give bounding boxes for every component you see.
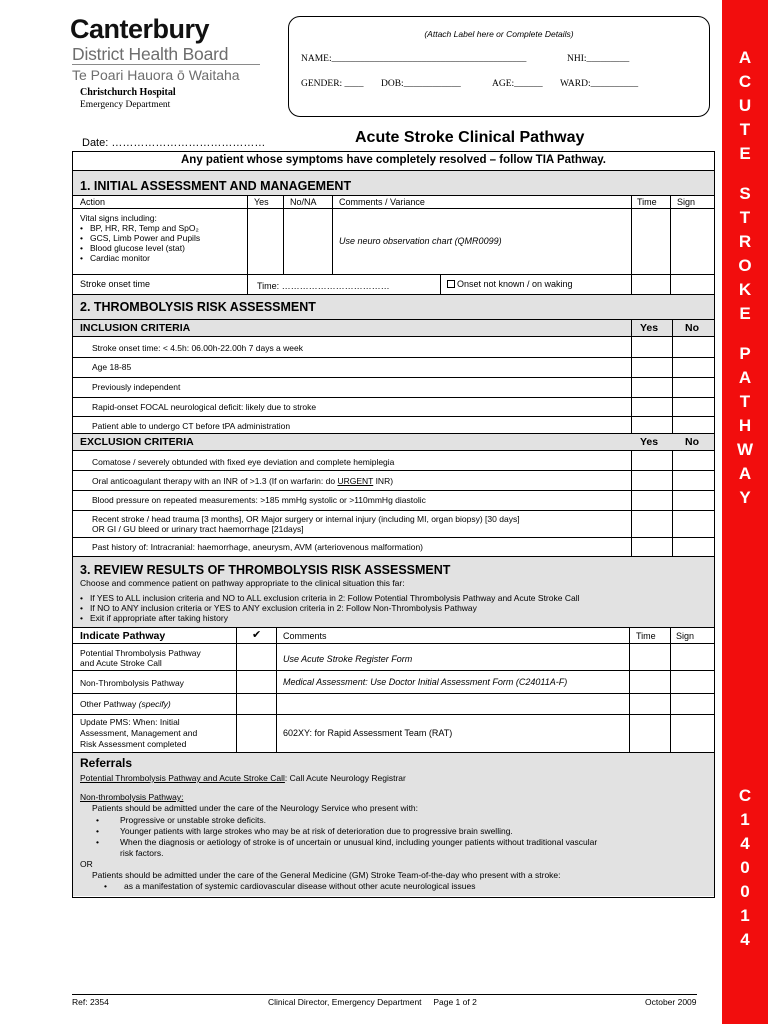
sidebar-letter: Y <box>739 488 751 507</box>
pathway-option-non-thrombolysis: Non-Thrombolysis Pathway <box>80 678 184 688</box>
sidebar-letter: A <box>738 368 752 387</box>
exclusion-item: Blood pressure on repeated measurements: >185 mmHg systolic or >110mmHg diastolic <box>92 495 426 505</box>
footer-divider <box>72 994 697 995</box>
tia-note: Any patient whose symptoms have completely resolved – follow TIA Pathway. <box>181 154 606 166</box>
sidebar-letter: W <box>736 440 754 459</box>
exclusion-item-recent-line2: OR GI / GU bleed or urinary tract haemorrhage [21days] <box>92 524 304 534</box>
update-pms-line1: Update PMS: When: Initial <box>80 717 180 727</box>
referral-potential: Potential Thrombolysis Pathway and Acute Stroke Call: Call Acute Neurology Registrar <box>80 773 406 783</box>
list-item: • Cardiac monitor <box>80 253 200 263</box>
sidebar-letter: O <box>738 256 752 275</box>
pathway-option-thrombolysis: Potential Thrombolysis Pathway <box>80 648 201 658</box>
inclusion-yes-header: Yes <box>640 322 659 334</box>
footer-center: Clinical Director, Emergency Department Page 1 of 2 <box>268 997 477 1007</box>
section3-rules <box>80 593 579 623</box>
list-item: • as a manifestation of systemic cardiovascular disease without other acute neurological issues <box>104 881 476 891</box>
list-item: • Younger patients with large strokes who may be at risk of deterioration due to progressive brain swelling. <box>96 826 597 836</box>
sidebar-letter: E <box>739 304 751 323</box>
non-thrombolysis-comment: Medical Assessment: Use Doctor Initial Assessment Form (C24011A-F) <box>283 677 568 687</box>
referral-non-thrombolysis-heading: Non-thrombolysis Pathway: <box>80 792 184 802</box>
vital-signs-comment: Use neuro observation chart (QMR0099) <box>339 236 502 246</box>
pathway-sidebar <box>722 0 768 1024</box>
neurology-criteria-cont: risk factors. <box>120 848 164 858</box>
name-field[interactable]: NAME:_________________________________________ <box>301 54 527 64</box>
logo-divider <box>72 64 260 65</box>
sidebar-form-code-char: 1 <box>740 810 750 829</box>
label-box-title: (Attach Label here or Complete Details) <box>424 29 574 39</box>
date-field[interactable]: Date: …………………………………… <box>82 137 266 149</box>
sidebar-form-code-char: 4 <box>740 834 750 853</box>
pathway-option-thrombolysis-cont: and Acute Stroke Call <box>80 658 162 668</box>
col-time: Time <box>637 197 657 207</box>
neurology-criteria <box>96 815 597 847</box>
org-maori-name: Te Poari Hauora ō Waitaha <box>72 67 240 83</box>
exclusion-item: Past history of: Intracranial: haemorrhage, aneurysm, AVM (arteriovenous malformation) <box>92 542 424 552</box>
update-pms-line3: Risk Assessment completed <box>80 739 187 749</box>
onset-time-field[interactable]: Time: ……………………………… <box>257 281 390 291</box>
exclusion-heading: EXCLUSION CRITERIA <box>80 436 194 448</box>
exclusion-item-recent-line1: Recent stroke / head trauma [3 months], OR Major surgery or internal injury (including MI, organ biopsy) [30 days] <box>92 514 520 524</box>
department-name: Emergency Department <box>80 100 171 110</box>
section3-intro: Choose and commence patient on pathway appropriate to the clinical situation this far: <box>80 578 405 588</box>
list-item: • BP, HR, RR, Temp and SpO₂ <box>80 223 200 233</box>
vital-signs-title: Vital signs including: <box>80 213 157 223</box>
sidebar-letter: S <box>739 184 751 203</box>
inclusion-item: Rapid-onset FOCAL neurological deficit: likely due to stroke <box>92 402 317 412</box>
onset-unknown-checkbox[interactable]: Onset not known / on waking <box>447 279 573 289</box>
referral-or: OR <box>80 859 93 869</box>
sidebar-letter: R <box>738 232 752 251</box>
col-yes: Yes <box>254 197 269 207</box>
sidebar-letter: P <box>739 344 751 363</box>
sidebar-letter: T <box>739 392 751 411</box>
sidebar-letter: K <box>738 280 752 299</box>
list-item: • GCS, Limb Power and Pupils <box>80 233 200 243</box>
sidebar-form-code-char: 1 <box>740 906 750 925</box>
col-comments: Comments <box>283 631 327 641</box>
exclusion-yes-header: Yes <box>640 436 659 448</box>
sidebar-form-code-char: 0 <box>740 858 750 877</box>
list-item: • If NO to ANY inclusion criteria or YES to ANY exclusion criteria in 2: Follow Non-Thrombolysis Pathway <box>80 603 579 613</box>
sidebar-letter: E <box>739 144 751 163</box>
list-item: • When the diagnosis or aetiology of stroke is of uncertain or unusual kind, including younger patients without traditional vascular <box>96 837 597 847</box>
col-tick: ✔ <box>252 629 262 641</box>
sidebar-form-code-char: C <box>738 786 752 805</box>
inclusion-item: Previously independent <box>92 382 181 392</box>
exclusion-item-anticoagulant: Oral anticoagulant therapy with an INR of >1.3 (If on warfarin: do URGENT INR) <box>92 476 394 486</box>
col-action: Action <box>80 197 106 207</box>
dob-field[interactable]: DOB:____________ <box>381 79 461 89</box>
nhi-field[interactable]: NHI:_________ <box>567 54 630 64</box>
sidebar-letter: A <box>738 464 752 483</box>
footer-date: October 2009 <box>645 997 697 1007</box>
sidebar-letter: A <box>738 48 752 67</box>
inclusion-item: Patient able to undergo CT before tPA administration <box>92 421 291 431</box>
list-item: • If YES to ALL inclusion criteria and NO to ALL exclusion criteria in 2: Follow Potential Thrombolysis Pathway and Acute Stroke Call <box>80 593 579 603</box>
thrombolysis-comment: Use Acute Stroke Register Form <box>283 654 413 664</box>
hospital-name: Christchurch Hospital <box>80 87 176 98</box>
inclusion-heading: INCLUSION CRITERIA <box>80 322 191 334</box>
list-item: • Exit if appropriate after taking history <box>80 613 579 623</box>
inclusion-item: Stroke onset time: < 4.5h: 06.00h-22.00h 7 days a week <box>92 343 303 353</box>
col-indicate-pathway: Indicate Pathway <box>80 630 166 642</box>
referrals-heading: Referrals <box>80 756 133 770</box>
neurology-intro: Patients should be admitted under the care of the Neurology Service who present with: <box>92 803 419 813</box>
sidebar-letter: T <box>739 208 751 227</box>
update-pms-line2: Assessment, Management and <box>80 728 198 738</box>
sidebar-form-code-char: 4 <box>740 930 750 949</box>
inclusion-item: Age 18-85 <box>92 362 132 372</box>
sidebar-letter: H <box>738 416 752 435</box>
vital-signs-list <box>80 223 200 263</box>
col-sign: Sign <box>677 197 696 207</box>
sidebar-form-code-char: 0 <box>740 882 750 901</box>
col-no-na: No/NA <box>290 197 317 207</box>
col-time: Time <box>636 631 656 641</box>
gm-intro: Patients should be admitted under the care of the General Medicine (GM) Stroke Team-of-the-day who present with a stroke: <box>92 870 561 880</box>
col-comments: Comments / Variance <box>339 197 425 207</box>
sidebar-letter: T <box>739 120 751 139</box>
section2-heading: 2. THROMBOLYSIS RISK ASSESSMENT <box>80 300 316 314</box>
list-item: • Blood glucose level (stat) <box>80 243 200 253</box>
gm-criteria <box>104 881 476 891</box>
list-item: • Progressive or unstable stroke deficits. <box>96 815 597 825</box>
org-line2: District Health Board <box>72 44 229 64</box>
patient-label-box <box>288 16 710 117</box>
org-name: Canterbury <box>70 14 210 44</box>
exclusion-item: Comatose / severely obtunded with fixed eye deviation and complete hemiplegia <box>92 457 395 467</box>
onset-label: Stroke onset time <box>80 279 151 289</box>
section1-heading: 1. INITIAL ASSESSMENT AND MANAGEMENT <box>80 179 352 193</box>
footer-ref: Ref: 2354 <box>72 997 109 1007</box>
ward-field[interactable]: WARD:__________ <box>560 79 639 89</box>
inclusion-no-header: No <box>685 322 699 334</box>
sidebar-letter: U <box>738 96 752 115</box>
age-field[interactable]: AGE:______ <box>492 79 543 89</box>
page-title: Acute Stroke Clinical Pathway <box>355 129 585 146</box>
col-sign: Sign <box>676 631 695 641</box>
exclusion-no-header: No <box>685 436 699 448</box>
pathway-option-other: Other Pathway (specify) <box>80 699 171 709</box>
section3-heading: 3. REVIEW RESULTS OF THROMBOLYSIS RISK ASSESSMENT <box>80 563 451 577</box>
update-pms-comment: 602XY: for Rapid Assessment Team (RAT) <box>283 728 453 738</box>
gender-field[interactable]: GENDER: ____ <box>301 79 364 89</box>
sidebar-letter: C <box>738 72 752 91</box>
checkbox-icon[interactable] <box>447 280 455 288</box>
